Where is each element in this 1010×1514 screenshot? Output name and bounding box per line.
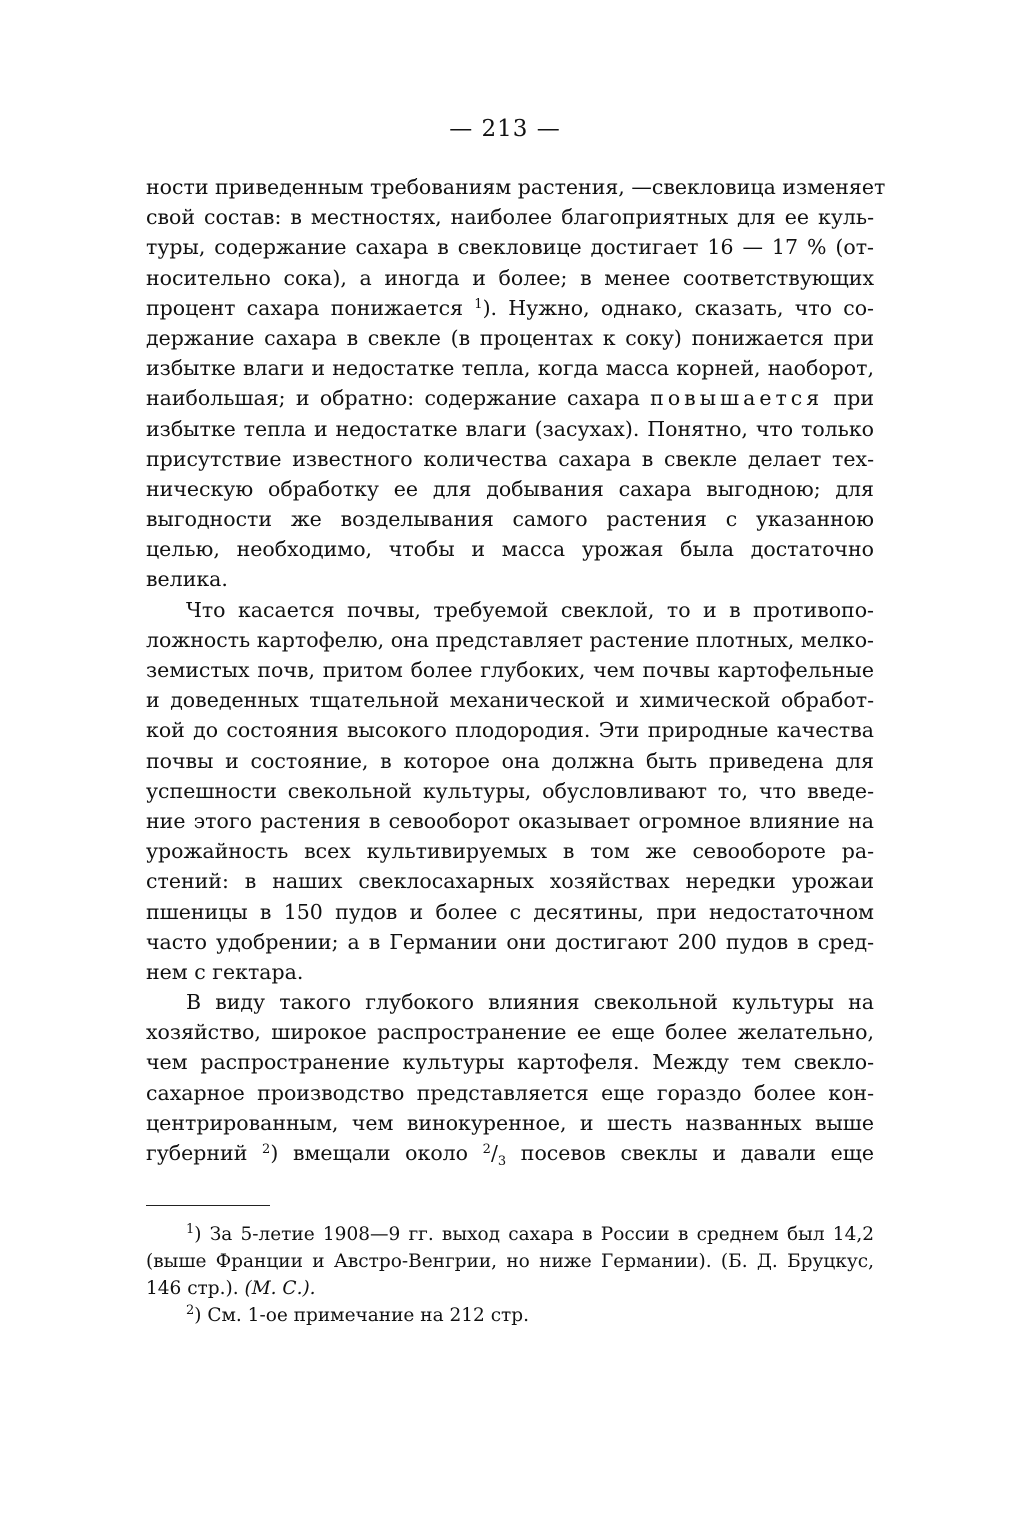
text-line: выгодности же возделывания самого растения с указанною <box>146 507 874 532</box>
text-segment: ) См. 1-ое примечание на 212 стр. <box>194 1305 530 1326</box>
footnote-line <box>146 1221 874 1248</box>
emphasized-word: повышается <box>650 386 824 411</box>
fraction-numerator: 2 <box>482 1142 491 1157</box>
text-line: урожайность всех культивируемых в том же севообороте ра- <box>146 839 874 864</box>
text-line: кой до состояния высокого плодородия. Эти природные качества <box>146 718 874 743</box>
text-line: Что касается почвы, требуемой свеклой, то и в противопо- <box>186 597 874 622</box>
text-line: стений: в наших свеклосахарных хозяйствах нередки урожаи <box>146 869 874 894</box>
text-line: ности приведенным требованиям растения, —свекловица изменяет <box>146 175 886 199</box>
text-segment: при <box>833 386 874 411</box>
text-line: держание сахара в свекле (в процентах к соку) понижается при <box>146 325 874 350</box>
text-line <box>146 1138 874 1168</box>
text-line: избытке тепла и недостатке влаги (засухах). Понятно, что только <box>146 416 874 441</box>
text-line: избытке влаги и недостатке тепла, когда масса корней, наоборот, <box>146 356 874 381</box>
footnote-line: (выше Франции и Австро-Венгрии, но ниже Германии). (Б. Д. Бруцкус, <box>146 1251 874 1272</box>
text-line: и доведенных тщательной механической и химической обработ- <box>146 688 874 713</box>
text-segment: посевов свеклы и давали еще <box>520 1141 874 1165</box>
page-number: — 213 — <box>449 116 561 142</box>
footnote-divider <box>146 1205 270 1206</box>
text-line: нем с гектара. <box>146 959 304 984</box>
text-line: ние этого растения в севооборот оказывает огромное влияние на <box>146 808 874 833</box>
text-line: хозяйство, широкое распространение ее еще более желательно, <box>146 1020 874 1045</box>
footnote-line <box>146 1302 874 1329</box>
text-segment: 146 стр.). <box>146 1278 239 1299</box>
footnotes <box>146 1221 874 1329</box>
text-line: целью, необходимо, чтобы и масса урожая была достаточно <box>146 537 874 562</box>
text-line: велика. <box>146 567 228 592</box>
footnote-ref-1: 1 <box>474 296 483 312</box>
text-line: чем распространение культуры картофеля. Между тем свекло- <box>146 1050 874 1075</box>
text-segment: ) За 5-летие 1908—9 гг. выход сахара в России в среднем был 14,2 <box>194 1224 874 1245</box>
text-line: центрированным, чем винокуренное, и шесть названных выше <box>146 1110 874 1135</box>
text-line: пшеницы в 150 пудов и более с десятины, при недостаточном <box>146 899 874 924</box>
text-segment: ) вмещали около <box>270 1141 469 1165</box>
text-line: туры, содержание сахара в свекловице достигает 16 — 17 % (от- <box>146 235 874 260</box>
footnote-line <box>146 1275 874 1302</box>
body-text <box>146 172 886 1170</box>
fraction-slash: / <box>490 1141 498 1165</box>
text-line: часто удобрении; а в Германии они достигают 200 пудов в сред- <box>146 929 874 954</box>
text-line: сахарное производство представляется еще гораздо более кон- <box>146 1080 874 1105</box>
text-line: носительно сока), а иногда и более; в менее соответствующих <box>146 265 874 290</box>
text-line <box>146 383 874 413</box>
text-line: свой состав: в местностях, наиболее благоприятных для ее куль- <box>146 205 874 230</box>
text-segment: губерний <box>146 1141 248 1165</box>
editor-initials: (М. С.). <box>244 1278 316 1299</box>
text-line: присутствие известного количества сахара в свекле делает тех- <box>146 446 874 471</box>
text-line: ложность картофелю, она представляет растение плотных, мелко- <box>146 627 874 652</box>
text-segment: наибольшая; и обратно: содержание сахара <box>146 386 640 411</box>
footnote-ref-2: 2 <box>262 1142 271 1157</box>
footnote-marker-2: 2 <box>186 1303 195 1318</box>
text-line <box>146 293 874 323</box>
text-segment: процент сахара понижается <box>146 295 464 320</box>
text-line: ническую обработку ее для добывания сахара выгодною; для <box>146 476 874 501</box>
text-line: почвы и состояние, в которое она должна быть приведена для <box>146 748 874 773</box>
text-line: успешности свекольной культуры, обусловливают то, что введе- <box>146 778 874 803</box>
text-line: земистых почв, притом более глубоких, чем почвы картофельные <box>146 658 874 682</box>
fraction-denominator: 3 <box>497 1154 507 1170</box>
text-line: В виду такого глубокого влияния свекольной культуры на <box>186 990 874 1015</box>
footnote-marker-1: 1 <box>186 1222 195 1237</box>
text-segment: ). Нужно, однако, сказать, что со- <box>482 295 874 320</box>
